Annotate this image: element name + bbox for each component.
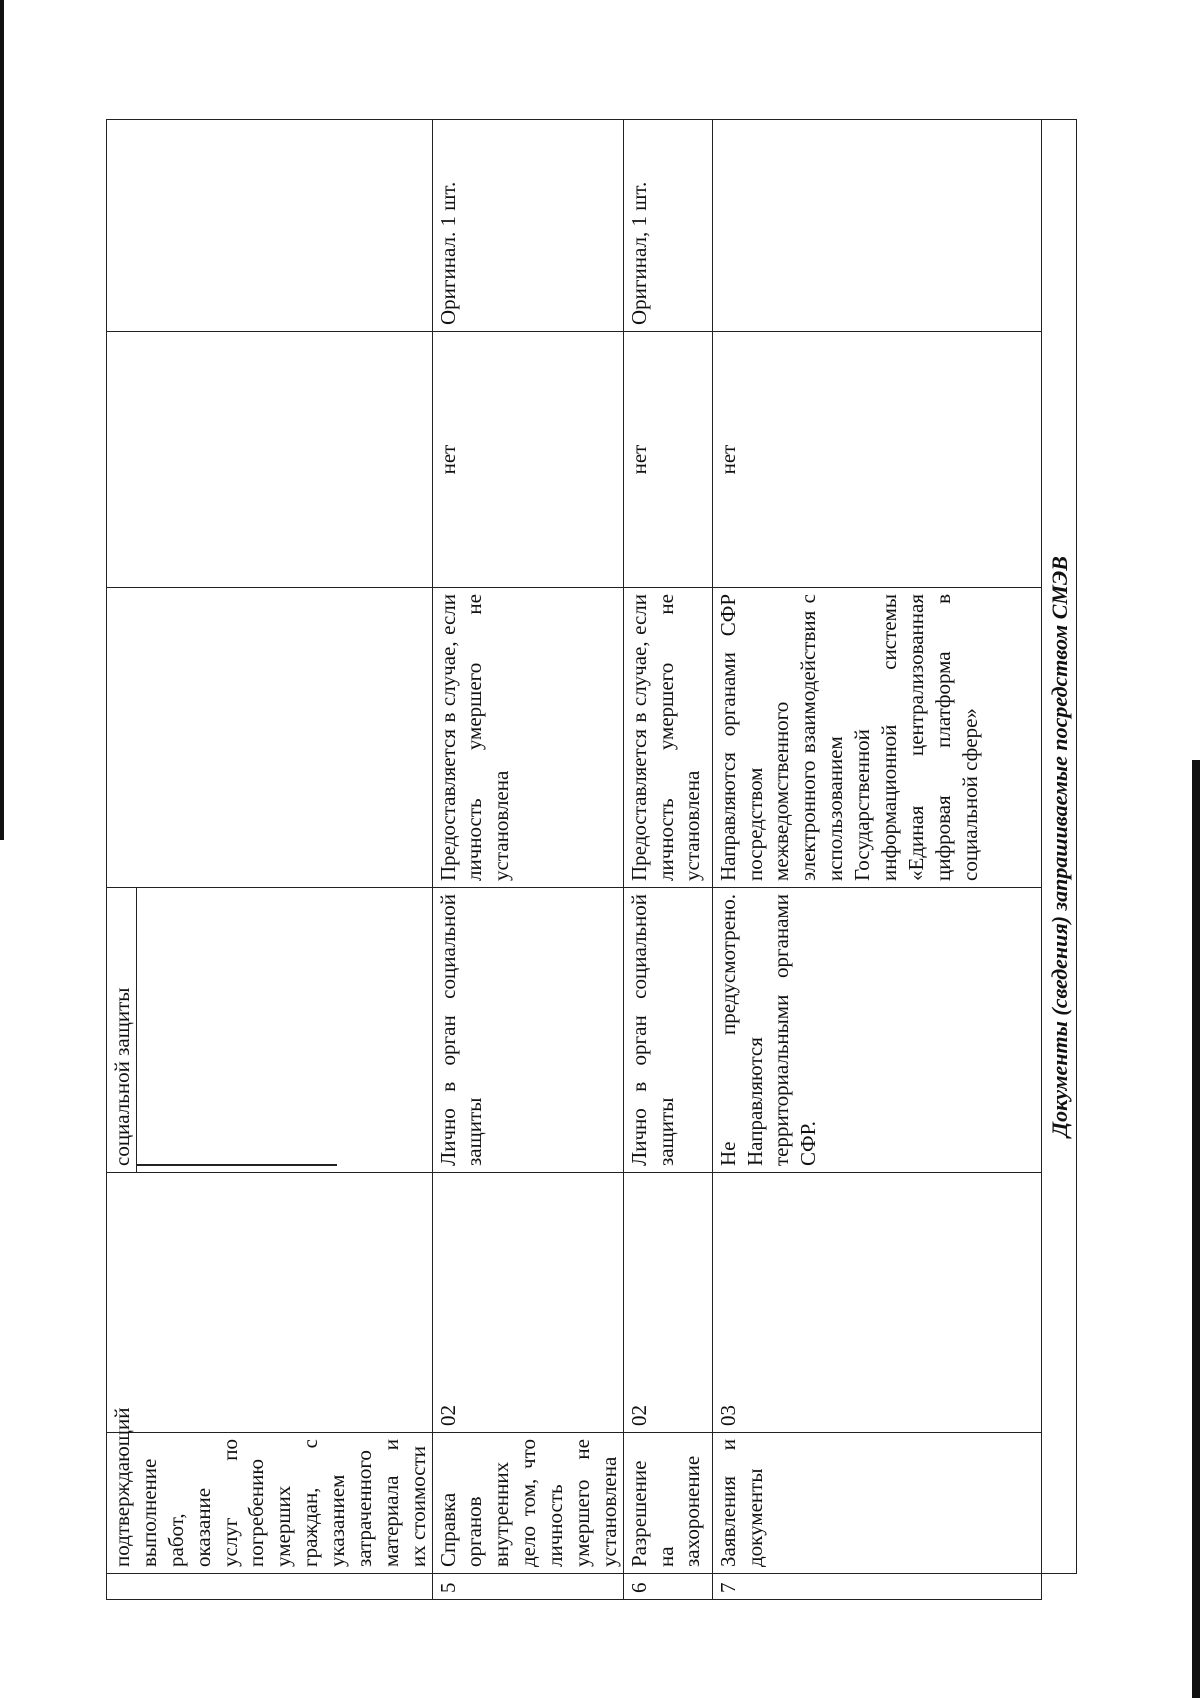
cell-number: 7 (712, 1574, 1041, 1600)
cell-way: Лично в орган социальной защиты (623, 888, 712, 1173)
cell-way: Не предусмотрено. Направляются территориальными органами СФР. (712, 888, 1041, 1173)
section-title: Документы (сведения) запрашиваемые посредством СМЭВ (1041, 120, 1076, 1574)
cell-condition: Предоставляется в случае, если личность умершего не установлена (623, 588, 712, 888)
inner-stub-lines (136, 888, 337, 1172)
cell-number (107, 1574, 433, 1600)
cell-code (107, 1173, 433, 1433)
table-row (432, 120, 623, 1600)
cell-name: Справка органов внутренних дело том, что личность умершего не установлена (432, 1433, 623, 1574)
scan-edge-right (1192, 760, 1200, 1698)
cell-name: Заявления и документы (712, 1433, 1041, 1574)
cell-form (107, 120, 433, 332)
cell-number: 6 (623, 1574, 712, 1600)
cell-requirements: нет (712, 332, 1041, 588)
cell-way (107, 888, 433, 1173)
cell-condition: Предоставляется в случае, если личность умершего не установлена (432, 588, 623, 888)
rotated-page (106, 105, 1072, 1600)
cell-way: Лично в орган социальной защиты (432, 888, 623, 1173)
cell-condition (107, 588, 433, 888)
cell-number: 5 (432, 1574, 623, 1600)
documents-table (106, 119, 1077, 1600)
cell-code: 02 (432, 1173, 623, 1433)
cell-form: Оригинал. 1 шт. (432, 120, 623, 332)
cell-name: Разрешение на захоронение (623, 1433, 712, 1574)
section-header-row (1041, 120, 1076, 1600)
scan-edge-left (0, 0, 4, 840)
cell-code: 03 (712, 1173, 1041, 1433)
table-row-continuation (107, 120, 433, 1600)
table-row (712, 120, 1041, 1600)
cell-way-text: социальной защиты (110, 987, 134, 1166)
cell-requirements (107, 332, 433, 588)
cell-form: Оригинал, 1 шт. (623, 120, 712, 332)
cell-name: подтверждающий выполнение работ, оказание услуг по погребению умерших граждан, с указанием затраченного материала и их стоимости (107, 1433, 433, 1574)
cell-requirements: нет (432, 332, 623, 588)
cell-requirements: нет (623, 332, 712, 588)
cell-code: 02 (623, 1173, 712, 1433)
cell-condition: Направляются органами СФР посредством межведомственного электронного взаимодействия с использованием Государственной информационной системы «Единая централизованная цифровая платформа в социальной сфере» (712, 588, 1041, 888)
table-row (623, 120, 712, 1600)
cell-form (712, 120, 1041, 332)
